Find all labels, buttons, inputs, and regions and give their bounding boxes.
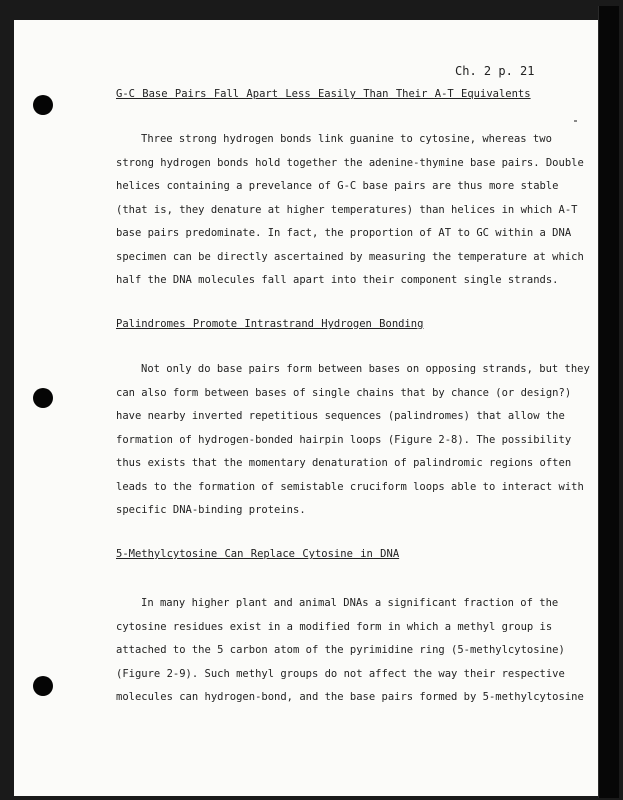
punch-hole-bottom — [33, 676, 53, 696]
section-1-paragraph — [116, 128, 584, 293]
section-2-heading: Palindromes Promote Intrastrand Hydrogen Bonding — [116, 318, 424, 330]
punch-hole-middle — [33, 388, 53, 408]
text-line: specimen can be directly ascertained by measuring the temperature at which — [116, 250, 584, 263]
text-line: cytosine residues exist in a modified form in which a methyl group is — [116, 620, 553, 633]
text-line: formation of hydrogen-bonded hairpin loops (Figure 2-8). The possibility — [116, 433, 572, 446]
text-line: thus exists that the momentary denaturation of palindromic regions often — [116, 457, 572, 469]
punch-hole-top — [33, 95, 53, 115]
section-1-heading: G-C Base Pairs Fall Apart Less Easily Than Their A-T Equivalents — [116, 88, 531, 100]
text-line: In many higher plant and animal DNAs a significant fraction of the — [141, 597, 559, 609]
text-line: attached to the 5 carbon atom of the pyrimidine ring (5-methylcytosine) — [116, 644, 565, 656]
text-line: have nearby inverted repetitious sequences (palindromes) that allow the — [116, 410, 565, 422]
text-line: can also form between bases of single chains that by chance (or design?) — [116, 386, 572, 399]
text-line: leads to the formation of semistable cruciform loops able to interact with — [116, 480, 584, 493]
text-line: specific DNA-binding proteins. — [116, 504, 306, 516]
paper-speck — [574, 120, 577, 122]
text-line: half the DNA molecules fall apart into their component single strands. — [116, 274, 559, 286]
page-edge — [598, 6, 619, 798]
text-line: (that is, they denature at higher temperatures) than helices in which A-T — [116, 203, 578, 216]
text-line: strong hydrogen bonds hold together the adenine-thymine base pairs. Double — [116, 156, 584, 169]
section-2-paragraph — [116, 358, 590, 523]
text-line: Not only do base pairs form between bases on opposing strands, but they — [141, 363, 590, 375]
text-line: base pairs predominate. In fact, the proportion of AT to GC within a DNA — [116, 227, 572, 239]
section-3-paragraph — [116, 592, 584, 710]
text-line: (Figure 2-9). Such methyl groups do not affect the way their respective — [116, 667, 565, 680]
section-3-heading: 5-Methylcytosine Can Replace Cytosine in DNA — [116, 548, 400, 560]
text-line: molecules can hydrogen-bond, and the base pairs formed by 5-methylcytosine — [116, 691, 584, 703]
page-number: Ch. 2 p. 21 — [455, 64, 535, 78]
text-line: Three strong hydrogen bonds link guanine to cytosine, whereas two — [141, 133, 552, 145]
text-line: helices containing a prevelance of G-C base pairs are thus more stable — [116, 180, 559, 192]
